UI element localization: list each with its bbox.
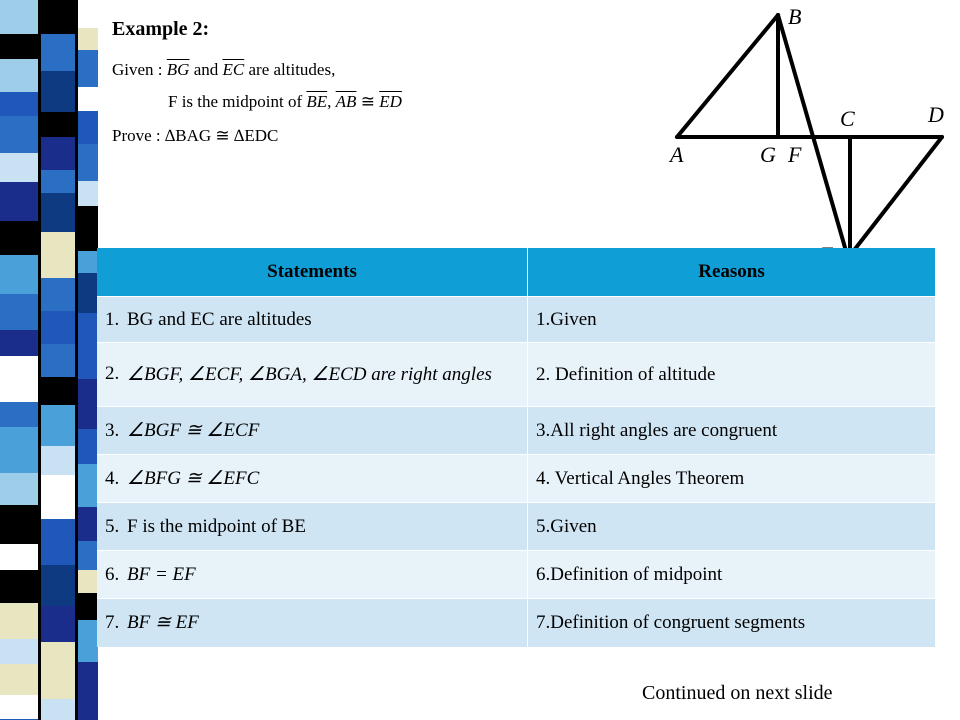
- stripe-block: [41, 672, 75, 699]
- stripe-block: [0, 116, 38, 153]
- label-d: D: [928, 102, 944, 127]
- header-reasons: Reasons: [528, 248, 936, 297]
- stripe-block: [41, 475, 75, 519]
- stripe-block: [78, 251, 98, 273]
- segment-ec: $\overline{EC}$: [222, 60, 245, 79]
- statement-cell: [97, 297, 528, 343]
- reason-cell: 6.Definition of midpoint: [528, 551, 936, 599]
- table-row: [97, 407, 935, 455]
- given-altitudes-text: are altitudes,: [244, 60, 336, 79]
- stripe-block: [0, 294, 38, 330]
- stripe-block: [0, 221, 38, 255]
- decorative-stripe: [0, 0, 98, 720]
- stripe-block: [0, 92, 38, 116]
- stripe-block: [41, 446, 75, 475]
- stripe-block: [41, 137, 75, 170]
- segment-de-line: [848, 137, 942, 258]
- stripe-block: [78, 593, 98, 620]
- proof-table: [97, 248, 935, 647]
- stripe-block: [78, 507, 98, 541]
- stripe-block: [41, 232, 75, 278]
- stripe-block: [41, 0, 75, 34]
- given-line-2: [168, 92, 402, 112]
- given-midpoint-text: F is the midpoint of: [168, 92, 307, 111]
- given-label: Given :: [112, 60, 167, 79]
- stripe-block: [78, 28, 98, 50]
- stripe-block: [41, 344, 75, 377]
- stripe-block: [78, 352, 98, 379]
- statement-text: ∠BFG ≅ ∠EFC: [127, 468, 260, 489]
- statement-text: BF = EF: [127, 563, 196, 585]
- stripe-block: [78, 144, 98, 181]
- stripe-block: [78, 379, 98, 405]
- stripe-block: [78, 181, 98, 206]
- reason-cell: 5.Given: [528, 503, 936, 551]
- given-line-1: [112, 60, 335, 80]
- statement-cell: [97, 503, 528, 551]
- table-row: [97, 455, 935, 503]
- row-number: 4.: [105, 468, 120, 489]
- given-and: and: [189, 60, 223, 79]
- stripe-block: [0, 182, 38, 221]
- stripe-block: [41, 606, 75, 642]
- label-f: F: [788, 142, 802, 167]
- stripe-block: [0, 255, 38, 294]
- reason-cell: 4. Vertical Angles Theorem: [528, 455, 936, 503]
- given-comma: ,: [327, 92, 336, 111]
- stripe-block: [0, 356, 38, 402]
- stripe-block: [78, 662, 98, 688]
- stripe-block: [0, 570, 38, 603]
- example-title: Example 2:: [112, 18, 210, 40]
- row-number: 7.: [105, 612, 120, 634]
- stripe-block: [0, 153, 38, 182]
- segment-ab: $\overline{AB}$: [335, 92, 357, 111]
- stripe-block: [78, 313, 98, 352]
- prove-line: Prove : ∆BAG ≅ ∆EDC: [112, 126, 279, 145]
- stripe-block: [0, 664, 38, 695]
- row-number: 5.: [105, 515, 120, 537]
- stripe-block: [78, 50, 98, 87]
- label-b: B: [788, 4, 802, 29]
- stripe-block: [0, 34, 38, 59]
- stripe-block: [0, 59, 38, 92]
- stripe-block: [41, 34, 75, 71]
- stripe-block: [41, 565, 75, 606]
- statement-text: BF ≅ EF: [127, 612, 199, 634]
- stripe-block: [41, 642, 75, 672]
- stripe-block: [0, 505, 38, 544]
- stripe-block: [78, 570, 98, 593]
- stripe-block: [78, 464, 98, 507]
- statement-text: BG and EC are altitudes: [127, 308, 312, 330]
- stripe-block: [0, 544, 38, 570]
- stripe-block: [78, 688, 98, 720]
- stripe-block: [41, 519, 75, 565]
- stripe-block: [41, 405, 75, 446]
- stripe-block: [0, 639, 38, 664]
- stripe-block: [0, 695, 38, 719]
- stripe-block: [78, 541, 98, 570]
- table-row: [97, 297, 935, 343]
- stripe-block: [78, 405, 98, 429]
- stripe-block: [0, 402, 38, 427]
- row-number: 1.: [105, 308, 120, 330]
- stripe-block: [78, 620, 98, 662]
- stripe-block: [78, 206, 98, 251]
- label-g: G: [760, 142, 776, 167]
- statement-text: ∠BGF ≅ ∠ECF: [127, 420, 260, 441]
- stripe-block: [41, 699, 75, 720]
- statement-cell: [97, 343, 528, 407]
- row-number: 3.: [105, 420, 120, 441]
- stripe-block: [0, 330, 38, 356]
- row-number: 2.: [105, 363, 120, 384]
- geometry-diagram: [660, 0, 960, 270]
- stripe-block: [41, 278, 75, 311]
- congruent-symbol: ≅: [356, 92, 380, 111]
- segment-be: $\overline{BE}$: [306, 92, 328, 111]
- segment-ab-line: [677, 15, 778, 137]
- segment-ed: $\overline{ED}$: [379, 92, 402, 111]
- table-row: [97, 503, 935, 551]
- statement-text: ∠BGF, ∠ECF, ∠BGA, ∠ECD are right angles: [127, 364, 492, 385]
- segment-bg: $\overline{BG}$: [166, 60, 190, 79]
- stripe-block: [0, 0, 38, 34]
- stripe-block: [41, 377, 75, 405]
- reason-cell: 7.Definition of congruent segments: [528, 599, 936, 647]
- label-a: A: [670, 142, 684, 167]
- reason-cell: 2. Definition of altitude: [528, 343, 936, 407]
- stripe-block: [0, 427, 38, 473]
- table-row: [97, 551, 935, 599]
- stripe-block: [78, 0, 98, 28]
- stripe-block: [0, 603, 38, 639]
- statement-cell: [97, 407, 528, 455]
- statement-cell: [97, 551, 528, 599]
- header-statements: Statements: [97, 248, 528, 297]
- table-header-row: [97, 248, 935, 297]
- stripe-block: [41, 112, 75, 137]
- stripe-block: [78, 429, 98, 464]
- table-row: [97, 599, 935, 647]
- stripe-block: [78, 273, 98, 313]
- table-row: [97, 343, 935, 407]
- stripe-block: [41, 311, 75, 344]
- stripe-block: [41, 71, 75, 112]
- statement-cell: [97, 455, 528, 503]
- statement-text: F is the midpoint of BE: [127, 515, 306, 537]
- reason-cell: 3.All right angles are congruent: [528, 407, 936, 455]
- continued-note: Continued on next slide: [642, 682, 833, 704]
- reason-cell: 1.Given: [528, 297, 936, 343]
- label-c: C: [840, 106, 855, 131]
- statement-cell: [97, 599, 528, 647]
- stripe-block: [78, 87, 98, 111]
- stripe-block: [0, 473, 38, 505]
- row-number: 6.: [105, 563, 120, 585]
- stripe-block: [78, 111, 98, 144]
- stripe-block: [41, 170, 75, 193]
- stripe-block: [41, 193, 75, 232]
